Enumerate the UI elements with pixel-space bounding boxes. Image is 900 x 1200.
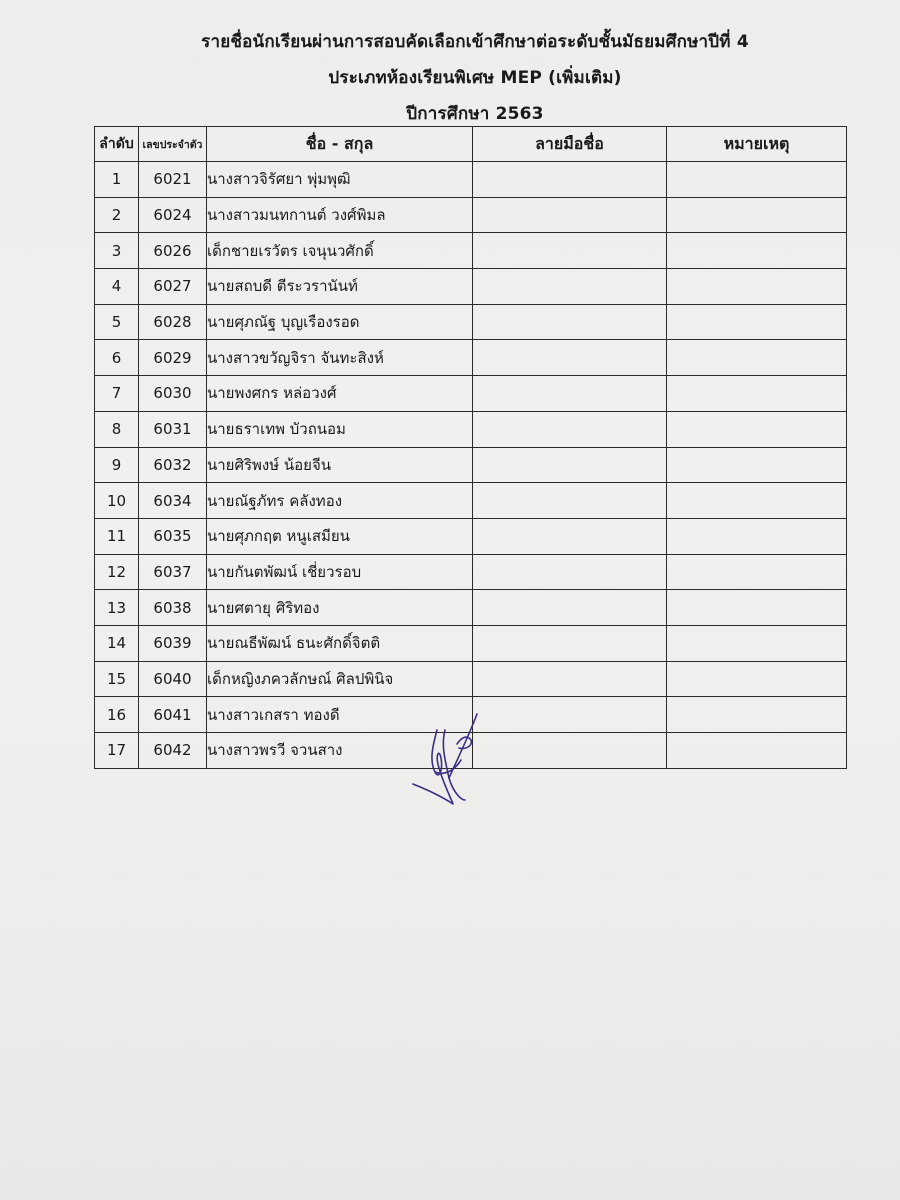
- row-remark-cell: [667, 447, 847, 483]
- table-header-row: [95, 127, 847, 162]
- row-order-cell: 5: [95, 304, 139, 340]
- row-remark-cell: [667, 197, 847, 233]
- row-name-cell: นายพงศกร หล่อวงศ์: [207, 376, 473, 412]
- table-row: [95, 411, 847, 447]
- row-signature-cell: [473, 447, 667, 483]
- row-name-cell: นายกันตพัฒน์ เชี่ยวรอบ: [207, 554, 473, 590]
- column-header-signature: ลายมือชื่อ: [473, 127, 667, 162]
- row-order-cell: 11: [95, 518, 139, 554]
- row-signature-cell: [473, 340, 667, 376]
- row-signature-cell: [473, 269, 667, 305]
- row-remark-cell: [667, 483, 847, 519]
- row-student-id-cell: 6028: [139, 304, 207, 340]
- row-student-id-cell: 6032: [139, 447, 207, 483]
- row-name-cell: นายศิริพงษ์ น้อยจีน: [207, 447, 473, 483]
- row-remark-cell: [667, 411, 847, 447]
- row-name-cell: นายศุภกฤต หนูเสมียน: [207, 518, 473, 554]
- row-name-cell: นายณธีพัฒน์ ธนะศักดิ์จิตติ: [207, 625, 473, 661]
- row-order-cell: 3: [95, 233, 139, 269]
- row-student-id-cell: 6024: [139, 197, 207, 233]
- row-name-cell: นางสาวมนทกานต์ วงศ์พิมล: [207, 197, 473, 233]
- document-title: รายชื่อนักเรียนผ่านการสอบคัดเลือกเข้าศึกษาต่อระดับชั้นมัธยมศึกษาปีที่ 4: [201, 32, 749, 52]
- row-signature-cell: [473, 233, 667, 269]
- row-signature-cell: [473, 697, 667, 733]
- table-row: [95, 625, 847, 661]
- row-student-id-cell: 6021: [139, 162, 207, 198]
- row-order-cell: 7: [95, 376, 139, 412]
- table-row: [95, 518, 847, 554]
- table-row: [95, 483, 847, 519]
- row-order-cell: 15: [95, 661, 139, 697]
- row-name-cell: นางสาวขวัญจิรา จันทะสิงห์: [207, 340, 473, 376]
- table-row: [95, 376, 847, 412]
- row-name-cell: เด็กชายเรวัตร เจนุนวศักดิ์: [207, 233, 473, 269]
- table-row: [95, 661, 847, 697]
- row-order-cell: 1: [95, 162, 139, 198]
- row-order-cell: 16: [95, 697, 139, 733]
- row-name-cell: นางสาวจิรัศยา พุ่มพุฒิ: [207, 162, 473, 198]
- row-order-cell: 8: [95, 411, 139, 447]
- table-row: [95, 162, 847, 198]
- row-name-cell: นายธราเทพ บัวถนอม: [207, 411, 473, 447]
- row-order-cell: 4: [95, 269, 139, 305]
- row-student-id-cell: 6034: [139, 483, 207, 519]
- table-row: [95, 233, 847, 269]
- table-row: [95, 304, 847, 340]
- row-order-cell: 9: [95, 447, 139, 483]
- row-signature-cell: [473, 733, 667, 769]
- academic-year: ปีการศึกษา 2563: [406, 104, 544, 124]
- row-remark-cell: [667, 162, 847, 198]
- row-signature-cell: [473, 304, 667, 340]
- roster-body: [95, 162, 847, 769]
- row-student-id-cell: 6026: [139, 233, 207, 269]
- row-order-cell: 6: [95, 340, 139, 376]
- row-signature-cell: [473, 590, 667, 626]
- row-remark-cell: [667, 661, 847, 697]
- row-student-id-cell: 6038: [139, 590, 207, 626]
- row-signature-cell: [473, 376, 667, 412]
- row-signature-cell: [473, 661, 667, 697]
- table-row: [95, 554, 847, 590]
- row-remark-cell: [667, 340, 847, 376]
- column-header-student-id: เลขประจำตัว: [139, 127, 207, 162]
- row-remark-cell: [667, 697, 847, 733]
- row-name-cell: นายศุภณัฐ บุญเรืองรอด: [207, 304, 473, 340]
- row-name-cell: เด็กหญิงภควลักษณ์ ศิลปพินิจ: [207, 661, 473, 697]
- table-row: [95, 197, 847, 233]
- row-remark-cell: [667, 590, 847, 626]
- row-signature-cell: [473, 197, 667, 233]
- row-remark-cell: [667, 304, 847, 340]
- column-header-name: ชื่อ - สกุล: [207, 127, 473, 162]
- table-row: [95, 340, 847, 376]
- student-roster-table: [94, 126, 847, 769]
- column-header-remark: หมายเหตุ: [667, 127, 847, 162]
- row-name-cell: นายศตายุ ศิริทอง: [207, 590, 473, 626]
- row-student-id-cell: 6039: [139, 625, 207, 661]
- row-signature-cell: [473, 554, 667, 590]
- row-order-cell: 10: [95, 483, 139, 519]
- row-remark-cell: [667, 518, 847, 554]
- row-signature-cell: [473, 162, 667, 198]
- table-row: [95, 590, 847, 626]
- row-order-cell: 14: [95, 625, 139, 661]
- row-name-cell: นางสาวเกสรา ทองดี: [207, 697, 473, 733]
- row-remark-cell: [667, 269, 847, 305]
- table-row: [95, 447, 847, 483]
- column-header-order: ลำดับ: [95, 127, 139, 162]
- row-student-id-cell: 6027: [139, 269, 207, 305]
- row-order-cell: 12: [95, 554, 139, 590]
- row-student-id-cell: 6040: [139, 661, 207, 697]
- row-name-cell: นายสถบดี ตีระวรานันท์: [207, 269, 473, 305]
- document-subtitle: ประเภทห้องเรียนพิเศษ MEP (เพิ่มเติม): [328, 68, 622, 88]
- row-name-cell: นายณัฐภัทร คลังทอง: [207, 483, 473, 519]
- row-order-cell: 13: [95, 590, 139, 626]
- row-student-id-cell: 6041: [139, 697, 207, 733]
- row-remark-cell: [667, 233, 847, 269]
- row-student-id-cell: 6042: [139, 733, 207, 769]
- row-remark-cell: [667, 625, 847, 661]
- row-signature-cell: [473, 625, 667, 661]
- row-order-cell: 17: [95, 733, 139, 769]
- row-student-id-cell: 6029: [139, 340, 207, 376]
- row-name-cell: นางสาวพรวี จวนสาง: [207, 733, 473, 769]
- row-student-id-cell: 6037: [139, 554, 207, 590]
- row-student-id-cell: 6031: [139, 411, 207, 447]
- row-remark-cell: [667, 733, 847, 769]
- row-signature-cell: [473, 483, 667, 519]
- row-order-cell: 2: [95, 197, 139, 233]
- handwritten-signature: [405, 700, 495, 820]
- row-signature-cell: [473, 411, 667, 447]
- row-signature-cell: [473, 518, 667, 554]
- row-student-id-cell: 6030: [139, 376, 207, 412]
- row-remark-cell: [667, 554, 847, 590]
- table-row: [95, 269, 847, 305]
- row-student-id-cell: 6035: [139, 518, 207, 554]
- row-remark-cell: [667, 376, 847, 412]
